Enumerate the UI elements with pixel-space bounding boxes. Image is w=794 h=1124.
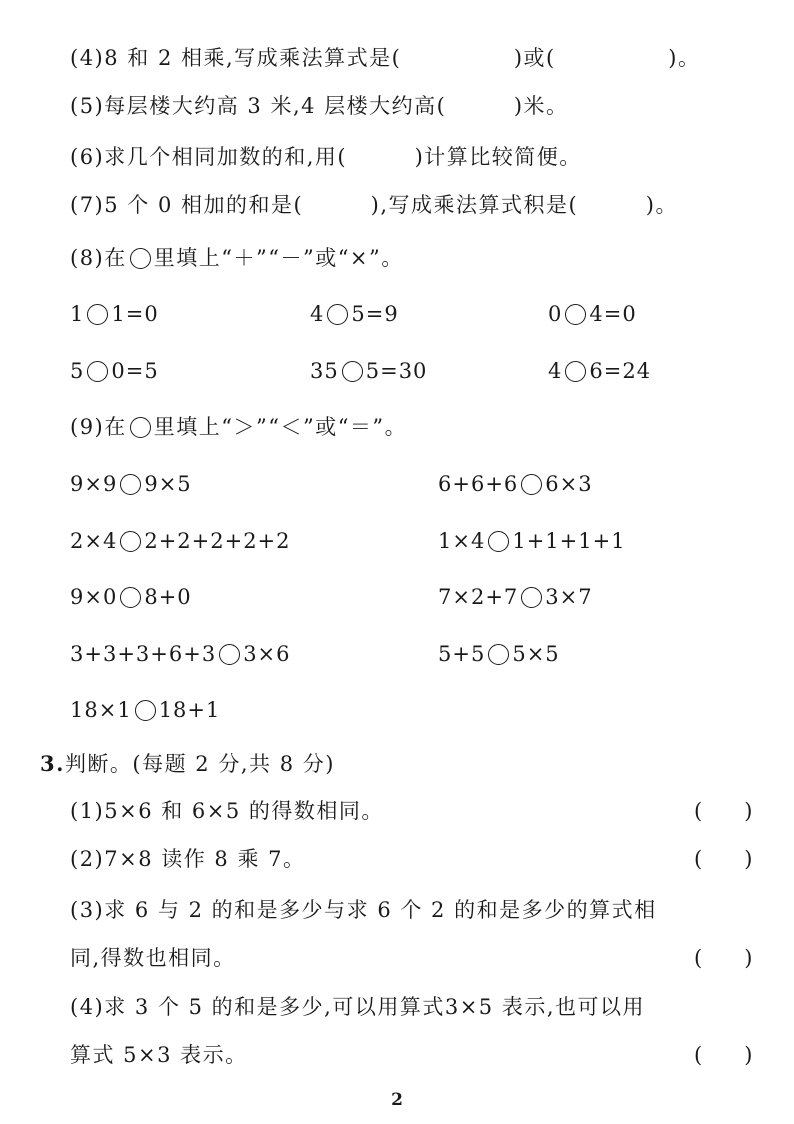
- q9-pre: (9)在: [70, 415, 127, 439]
- q9-item-6: 7×2+7 3×7: [438, 585, 593, 609]
- judge-q1-answer[interactable]: ( ): [694, 799, 753, 823]
- answer-circle[interactable]: [521, 474, 542, 495]
- q5-text: (5)每层楼大约高 3 米,4 层楼大约高( )米。: [70, 94, 569, 118]
- judge-q4-answer[interactable]: ( ): [694, 1043, 753, 1067]
- judge-q4-line2: 算式 5×3 表示。: [70, 1043, 248, 1067]
- q9-item-4: 1×4 1+1+1+1: [438, 529, 626, 553]
- page-number: 2: [391, 1090, 403, 1110]
- section3-heading: [40, 750, 335, 778]
- q9-item-2: 6+6+6 6×3: [438, 472, 593, 496]
- q8-item-6: 4 6=24: [548, 359, 652, 383]
- answer-circle[interactable]: [87, 361, 108, 382]
- answer-circle[interactable]: [87, 304, 108, 325]
- q8-item-5: 35 5=30: [310, 359, 428, 383]
- judge-q1-text: (1)5×6 和 6×5 的得数相同。: [70, 799, 384, 823]
- answer-circle[interactable]: [120, 474, 141, 495]
- judge-q2-answer[interactable]: ( ): [694, 847, 753, 871]
- judge-q3-line1: (3)求 6 与 2 的和是多少与求 6 个 2 的和是多少的算式相: [70, 898, 657, 922]
- judge-q4-line1: (4)求 3 个 5 的和是多少,可以用算式3×5 表示,也可以用: [70, 995, 646, 1019]
- q8-item-4: 5 0=5: [70, 359, 159, 383]
- circle-icon: [130, 417, 151, 438]
- answer-circle[interactable]: [488, 644, 509, 665]
- judge-q3-line2: 同,得数也相同。: [70, 946, 236, 970]
- answer-circle[interactable]: [120, 587, 141, 608]
- q7-text: (7)5 个 0 相加的和是( ),写成乘法算式积是( )。: [70, 193, 678, 217]
- judge-q2-text: (2)7×8 读作 8 乘 7。: [70, 847, 306, 871]
- q4-text: (4)8 和 2 相乘,写成乘法算式是( )或( )。: [70, 46, 701, 70]
- q8-pre: (8)在: [70, 246, 127, 270]
- answer-circle[interactable]: [327, 304, 348, 325]
- answer-circle[interactable]: [521, 587, 542, 608]
- q9-post: 里填上“＞”“＜”或“＝”。: [153, 415, 408, 439]
- q8-post: 里填上“＋”“－”或“×”。: [153, 246, 404, 270]
- answer-circle[interactable]: [120, 531, 141, 552]
- answer-circle[interactable]: [342, 361, 363, 382]
- q9-item-7: 3+3+3+6+3 3×6: [70, 642, 291, 666]
- q6-text: (6)求几个相同加数的和,用( )计算比较简便。: [70, 145, 582, 169]
- q8-item-1: 1 1=0: [70, 302, 159, 326]
- q9-item-3: 2×4 2+2+2+2+2: [70, 529, 291, 553]
- q8-item-2: 4 5=9: [310, 302, 399, 326]
- q9-item-5: 9×0 8+0: [70, 585, 192, 609]
- judge-q3-answer[interactable]: ( ): [694, 946, 753, 970]
- q8-instruction: [70, 244, 404, 272]
- q9-item-8: 5+5 5×5: [438, 642, 560, 666]
- answer-circle[interactable]: [565, 304, 586, 325]
- q8-item-3: 0 4=0: [548, 302, 637, 326]
- answer-circle[interactable]: [219, 644, 240, 665]
- section3-title: 判断。(每题 2 分,共 8 分): [64, 752, 335, 776]
- circle-icon: [130, 248, 151, 269]
- q9-item-1: 9×9 9×5: [70, 472, 192, 496]
- q9-instruction: [70, 413, 407, 441]
- answer-circle[interactable]: [488, 531, 509, 552]
- q9-item-9: 18×1 18+1: [70, 698, 221, 722]
- answer-circle[interactable]: [135, 700, 156, 721]
- section3-number: 3.: [40, 751, 65, 776]
- answer-circle[interactable]: [565, 361, 586, 382]
